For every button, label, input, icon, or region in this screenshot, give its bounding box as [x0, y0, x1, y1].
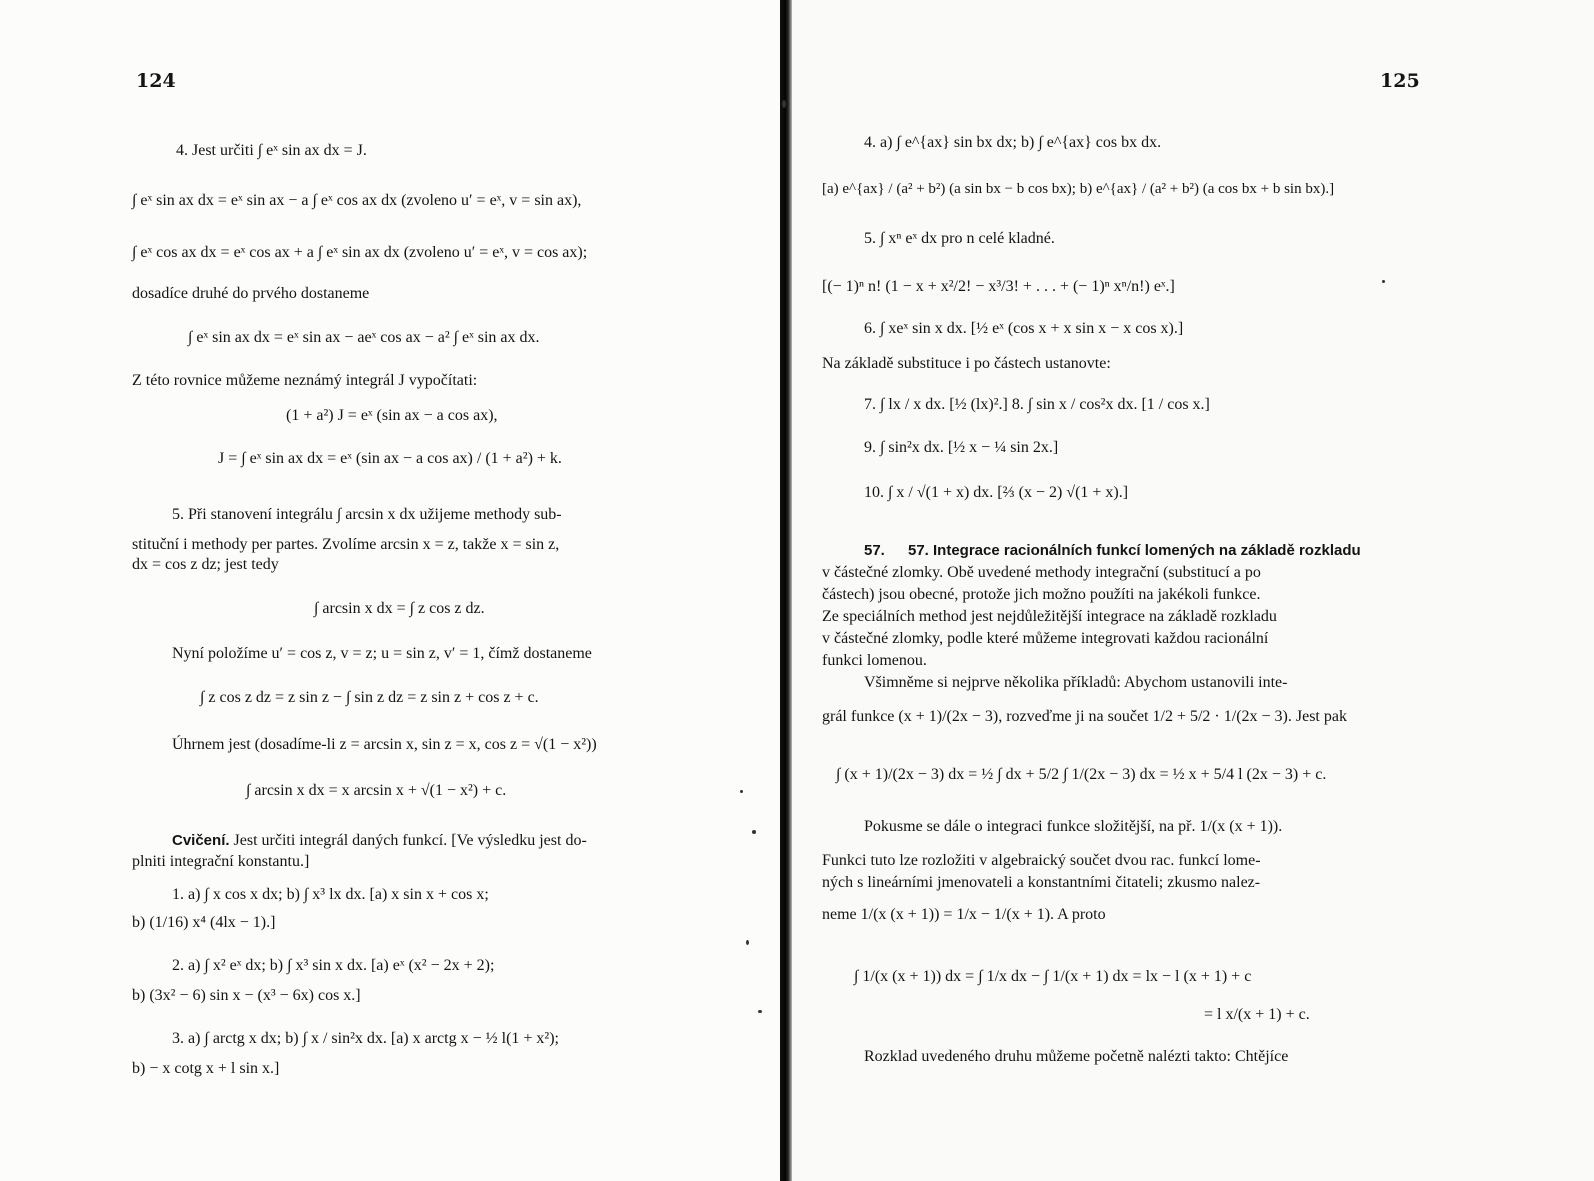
- example-5-heading: 5. Při stanovení integrálu ∫ arcsin x dx užijeme methody sub-: [172, 506, 562, 523]
- exercises-text: Jest určiti integrál daných funkcí. [Ve výsledku jest do-: [233, 832, 587, 849]
- print-speck: [746, 940, 749, 945]
- text-line: Funkci tuto lze rozložiti v algebraický součet dvou rac. funkcí lome-: [822, 852, 1261, 869]
- text-line: Všimněme si nejprve několika příkladů: Abychom ustanovili inte-: [864, 674, 1288, 691]
- exercise-6: 6. ∫ xeˣ sin x dx. [½ eˣ (cos x + x sin x − x cos x).]: [864, 320, 1184, 337]
- left-page: [0, 0, 780, 1181]
- text-line: Z této rovnice můžeme neznámý integrál J vypočítati:: [132, 372, 478, 389]
- equation-line: = l x/(x + 1) + c.: [1204, 1006, 1310, 1023]
- exercise-2-answer: b) (3x² − 6) sin x − (x³ − 6x) cos x.]: [132, 987, 361, 1004]
- page-number: 125: [1380, 70, 1420, 92]
- equation-line: J = ∫ eˣ sin ax dx = eˣ (sin ax − a cos ax) / (1 + a²) + k.: [218, 450, 562, 467]
- text-line: funkci lomenou.: [822, 652, 927, 669]
- section-number: 57.: [864, 542, 885, 559]
- text-line: neme 1/(x (x + 1)) = 1/x − 1/(x + 1). A proto: [822, 906, 1106, 923]
- equation-line: ∫ z cos z dz = z sin z − ∫ sin z dz = z sin z + cos z + c.: [200, 689, 539, 706]
- text-line: Ze speciálních method jest nejdůležitější integrace na základě rozkladu: [822, 608, 1277, 625]
- text-line: Úhrnem jest (dosadíme-li z = arcsin x, sin z = x, cos z = √(1 − x²)): [172, 736, 597, 753]
- text-line: grál funkce (x + 1)/(2x − 3), rozveďme ji na součet 1/2 + 5/2 · 1/(2x − 3). Jest pak: [822, 708, 1347, 725]
- print-speck: [1382, 280, 1385, 283]
- equation-line: (1 + a²) J = eˣ (sin ax − a cos ax),: [286, 407, 498, 424]
- exercise-5: 5. ∫ xⁿ eˣ dx pro n celé kladné.: [864, 230, 1055, 247]
- text-line: Pokusme se dále o integraci funkce složitější, na př. 1/(x (x + 1)).: [864, 818, 1283, 835]
- example-4-heading: 4. Jest určiti ∫ eˣ sin ax dx = J.: [176, 142, 367, 159]
- text-line: částech) jsou obecné, protože jich možno použíti na jakékoli funkce.: [822, 586, 1261, 603]
- section-heading: [864, 540, 885, 562]
- text-line: dosadíce druhé do prvého dostaneme: [132, 285, 370, 302]
- equation-line: ∫ eˣ cos ax dx = eˣ cos ax + a ∫ eˣ sin ax dx (zvoleno u′ = eˣ, v = cos ax);: [132, 244, 588, 261]
- text-line: Nyní položíme u′ = cos z, v = z; u = sin z, v′ = 1, čímž dostaneme: [172, 645, 592, 662]
- exercises-lead: Cvičení.: [172, 832, 230, 849]
- print-speck: [740, 790, 743, 793]
- print-speck: [758, 1010, 762, 1013]
- exercise-2: 2. a) ∫ x² eˣ dx; b) ∫ x³ sin x dx. [a) eˣ (x² − 2x + 2);: [172, 957, 495, 974]
- text-line: stituční i methody per partes. Zvolíme arcsin x = z, takže x = sin z,: [132, 536, 560, 553]
- equation-line: ∫ eˣ sin ax dx = eˣ sin ax − a ∫ eˣ cos ax dx (zvoleno u′ = eˣ, v = sin ax),: [132, 192, 582, 209]
- exercise-3-answer: b) − x cotg x + l sin x.]: [132, 1060, 280, 1077]
- equation-line: ∫ arcsin x dx = x arcsin x + √(1 − x²) + c.: [246, 782, 507, 799]
- equation-line: ∫ 1/(x (x + 1)) dx = ∫ 1/x dx − ∫ 1/(x + 1) dx = lx − l (x + 1) + c: [854, 968, 1252, 985]
- exercise-1-answer: b) (1/16) x⁴ (4lx − 1).]: [132, 914, 276, 931]
- exercise-7-8: 7. ∫ lx / x dx. [½ (lx)².] 8. ∫ sin x / cos²x dx. [1 / cos x.]: [864, 396, 1210, 413]
- exercises-intro: [172, 830, 587, 852]
- text-line: Rozklad uvedeného druhu můžeme početně nalézti takto: Chtějíce: [864, 1048, 1289, 1065]
- print-speck: [752, 830, 756, 834]
- exercise-5-answer: [(− 1)ⁿ n! (1 − x + x²/2! − x³/3! + . . . + (− 1)ⁿ xⁿ/n!) eˣ.]: [822, 278, 1175, 295]
- right-page: [792, 0, 1594, 1181]
- equation-line: ∫ arcsin x dx = ∫ z cos z dz.: [314, 600, 485, 617]
- text-line: v částečné zlomky, podle které můžeme integrovati každou racionální: [822, 630, 1269, 647]
- book-gutter: [780, 0, 792, 1181]
- exercise-10: 10. ∫ x / √(1 + x) dx. [⅔ (x − 2) √(1 + x).]: [864, 484, 1129, 501]
- text-line: ných s lineárními jmenovateli a konstantními čitateli; zkusmo nalez-: [822, 874, 1261, 891]
- equation-line: ∫ (x + 1)/(2x − 3) dx = ½ ∫ dx + 5/2 ∫ 1/(2x − 3) dx = ½ x + 5/4 l (2x − 3) + c.: [836, 766, 1327, 783]
- text-line: v částečné zlomky. Obě uvedené methody integrační (substitucí a po: [822, 564, 1261, 581]
- exercise-4: 4. a) ∫ e^{ax} sin bx dx; b) ∫ e^{ax} cos bx dx.: [864, 134, 1162, 151]
- print-speck: [782, 100, 786, 108]
- text-line: dx = cos z dz; jest tedy: [132, 556, 279, 573]
- text-line: Na základě substituce i po částech ustanovte:: [822, 355, 1111, 372]
- exercise-4-answer: [a) e^{ax} / (a² + b²) (a sin bx − b cos bx); b) e^{ax} / (a² + b²) (a cos bx + b sin bx).]: [822, 181, 1335, 197]
- section-title-line: 57. Integrace racionálních funkcí lomených na základě rozkladu: [908, 542, 1361, 559]
- exercise-3: 3. a) ∫ arctg x dx; b) ∫ x / sin²x dx. [a) x arctg x − ½ l(1 + x²);: [172, 1030, 559, 1047]
- page-number: 124: [136, 70, 176, 92]
- exercise-1: 1. a) ∫ x cos x dx; b) ∫ x³ lx dx. [a) x sin x + cos x;: [172, 886, 489, 903]
- equation-line: ∫ eˣ sin ax dx = eˣ sin ax − aeˣ cos ax − a² ∫ eˣ sin ax dx.: [188, 329, 540, 346]
- exercise-9: 9. ∫ sin²x dx. [½ x − ¼ sin 2x.]: [864, 439, 1059, 456]
- text-line: plniti integrační konstantu.]: [132, 853, 310, 870]
